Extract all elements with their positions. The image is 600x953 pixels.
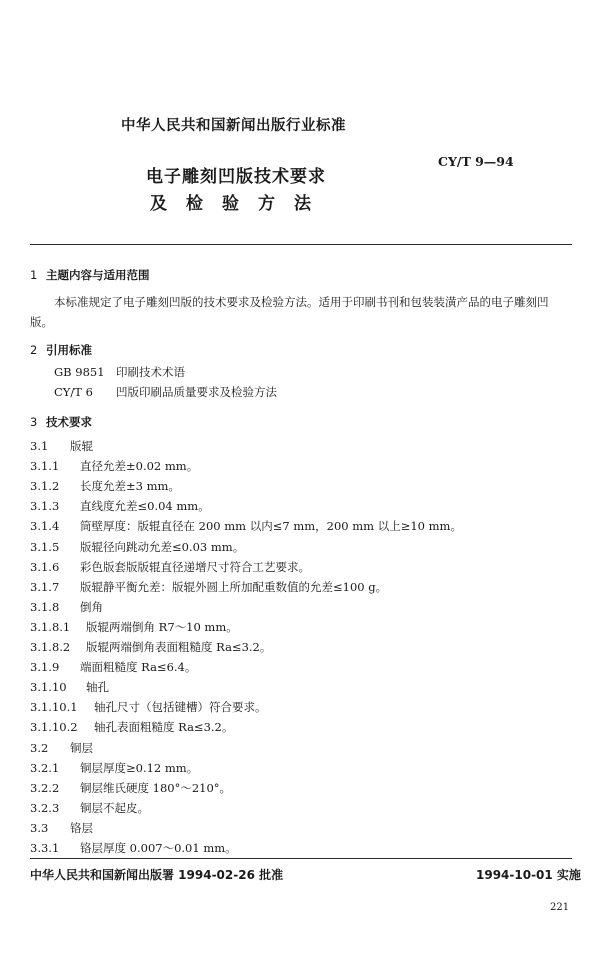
clause-text: 轴孔表面粗糙度 Ra≤3.2。	[94, 720, 234, 735]
clause-item	[30, 438, 93, 454]
reference-code: CY/T 6	[54, 385, 93, 399]
section-1-title: 主题内容与适用范围	[46, 268, 150, 282]
clause-text: 版辊静平衡允差：版辊外圆上所加配重数值的允差≤100 g。	[80, 579, 388, 594]
clause-item	[30, 840, 237, 856]
reference-item	[54, 384, 277, 400]
clause-number: 3.1.7	[30, 579, 60, 594]
section-1-paragraph: 本标准规定了电子雕刻凹版的技术要求及检验方法。适用于印刷书刊和包装装潢产品的电子雕刻凹版。	[30, 295, 549, 329]
clause-number: 3.1.8	[30, 599, 60, 614]
clause-number: 3.1	[30, 439, 49, 453]
clause-item	[30, 458, 198, 474]
reference-item	[54, 364, 185, 380]
section-3-number: 3	[30, 415, 38, 429]
clause-text: 轴孔	[86, 680, 109, 695]
clause-item	[30, 599, 103, 615]
clause-item	[30, 478, 180, 494]
clause-item	[30, 579, 387, 595]
clause-text: 版辊径向跳动允差≤0.03 mm。	[80, 539, 245, 554]
clause-item	[30, 740, 93, 756]
clause-number: 3.1.6	[30, 559, 60, 574]
clause-text: 直线度允差≤0.04 mm。	[80, 499, 210, 514]
clause-item	[30, 559, 310, 575]
clause-text: 铬层	[70, 820, 93, 835]
clause-number: 3.3	[30, 820, 49, 835]
clause-item	[30, 820, 93, 836]
page-number: 221	[550, 902, 570, 913]
footer-divider	[30, 858, 572, 859]
clause-item	[30, 498, 210, 514]
clause-item	[30, 800, 149, 816]
clause-item	[30, 719, 233, 735]
clause-number: 3.1.8.1	[30, 619, 71, 634]
clause-number: 3.1.10.2	[30, 720, 78, 735]
clause-number: 3.1.9	[30, 660, 60, 675]
clause-number: 3.1.2	[30, 479, 60, 494]
clause-item	[30, 760, 198, 776]
clause-text: 轴孔尺寸（包括键槽）符合要求。	[94, 700, 267, 715]
clause-text: 端面粗糙度 Ra≤6.4。	[80, 660, 197, 675]
reference-title: 印刷技术术语	[116, 365, 185, 379]
section-1-heading	[30, 267, 150, 283]
standard-code: CY/T 9—94	[438, 154, 514, 169]
clause-number: 3.2.1	[30, 760, 60, 775]
clause-text: 倒角	[80, 599, 103, 614]
section-3-title: 技术要求	[46, 415, 92, 429]
clause-number: 3.1.3	[30, 499, 60, 514]
clause-item	[30, 639, 271, 655]
clause-item	[30, 679, 109, 695]
document-subtitle: 及检验方法	[150, 194, 330, 214]
clause-item	[30, 699, 267, 715]
clause-number: 3.1.8.2	[30, 640, 71, 654]
clause-text: 版辊两端倒角 R7～10 mm。	[86, 619, 238, 634]
document-title: 电子雕刻凹版技术要求	[146, 167, 326, 187]
clause-text: 铬层厚度 0.007～0.01 mm。	[80, 841, 237, 855]
reference-title: 凹版印刷品质量要求及检验方法	[116, 385, 277, 399]
clause-text: 直径允差±0.02 mm。	[80, 459, 199, 474]
clause-text: 铜层	[70, 740, 93, 755]
section-2-heading	[30, 342, 92, 358]
clause-item	[30, 518, 462, 534]
standard-org: 中华人民共和国新闻出版行业标准	[121, 118, 346, 134]
clause-number: 3.1.10.1	[30, 700, 78, 715]
clause-number: 3.1.10	[30, 680, 67, 695]
clause-number: 3.1.5	[30, 539, 60, 554]
clause-item	[30, 780, 231, 796]
clause-text: 筒壁厚度：版辊直径在 200 mm 以内≤7 mm，200 mm 以上≥10 mm。	[80, 519, 462, 534]
clause-number: 3.3.1	[30, 841, 60, 855]
clause-text: 铜层维氏硬度 180°～210°。	[80, 780, 232, 795]
clause-text: 彩色版套版版辊直径递增尺寸符合工艺要求。	[80, 559, 310, 574]
clause-number: 3.2.3	[30, 800, 60, 815]
effective-date: 1994-10-01 实施	[476, 868, 581, 882]
header-divider	[30, 244, 572, 245]
clause-text: 铜层不起皮。	[80, 800, 149, 815]
clause-number: 3.2.2	[30, 780, 60, 795]
section-2-number: 2	[30, 343, 38, 357]
clause-number: 3.1.1	[30, 459, 60, 474]
approval-statement: 中华人民共和国新闻出版署 1994-02-26 批准	[30, 868, 284, 882]
clause-item	[30, 539, 244, 555]
clause-item	[30, 659, 196, 675]
clause-number: 3.2	[30, 740, 49, 755]
section-2-title: 引用标准	[46, 343, 92, 357]
clause-text: 铜层厚度≥0.12 mm。	[80, 760, 199, 775]
section-1-number: 1	[30, 268, 38, 282]
section-3-heading	[30, 414, 92, 430]
reference-code: GB 9851	[54, 365, 105, 379]
clause-text: 版辊两端倒角表面粗糙度 Ra≤3.2。	[86, 640, 272, 654]
clause-item	[30, 619, 238, 635]
clause-text: 长度允差±3 mm。	[80, 479, 180, 494]
clause-text: 版辊	[70, 439, 93, 453]
clause-number: 3.1.4	[30, 519, 60, 534]
